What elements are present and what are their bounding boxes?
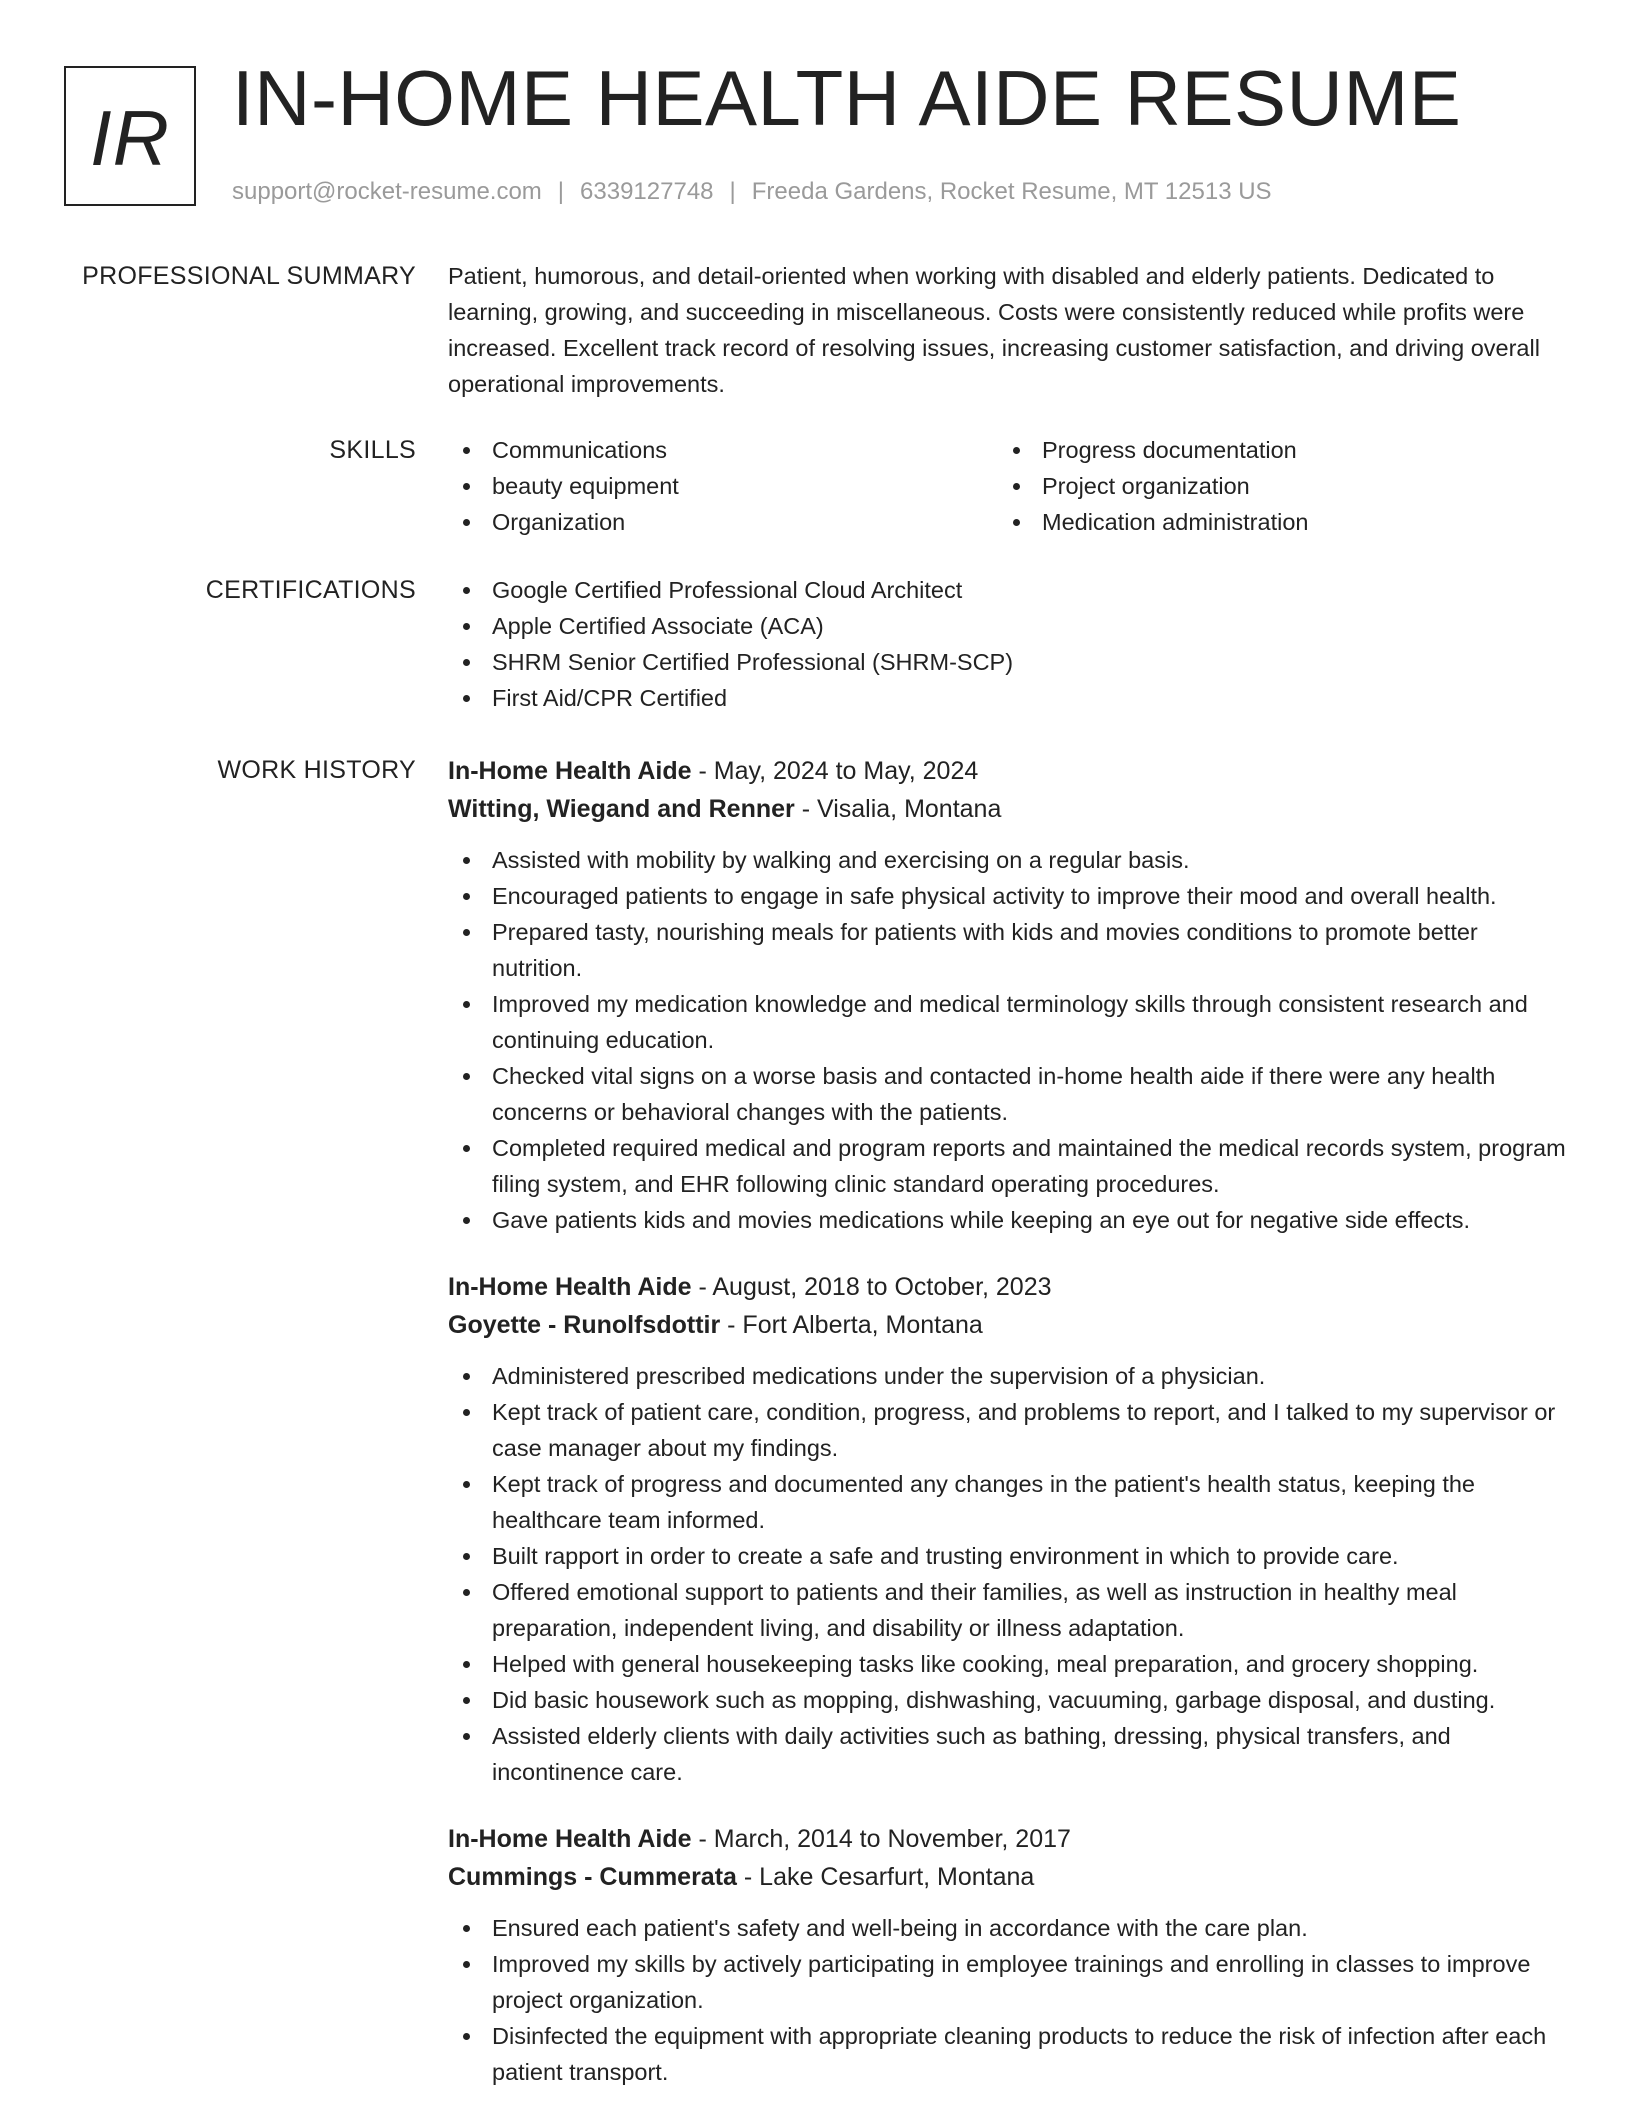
job-duty: Kept track of patient care, condition, progress, and problems to report, and I talked to my supervisor or case manager about my findings. [448, 1394, 1568, 1466]
job-duty: Completed required medical and program reports and maintained the medical records system, program filing system, and EHR following clinic standard operating procedures. [448, 1130, 1568, 1202]
job-duty: Built rapport in order to create a safe and trusting environment in which to provide care. [448, 1538, 1568, 1574]
certification-item: Google Certified Professional Cloud Architect [448, 572, 1568, 608]
contact-phone: 6339127748 [580, 178, 714, 205]
job-duty: Ensured each patient's safety and well-being in accordance with the care plan. [448, 1910, 1568, 1946]
certification-item: SHRM Senior Certified Professional (SHRM-SCP) [448, 644, 1568, 680]
job-duty: Gave patients kids and movies medications while keeping an eye out for negative side effects. [448, 1202, 1568, 1238]
job-duty: Checked vital signs on a worse basis and contacted in-home health aide if there were any health concerns or behavioral changes with the patients. [448, 1058, 1568, 1130]
job-entry [448, 1268, 1568, 1790]
certification-item: First Aid/CPR Certified [448, 680, 1568, 716]
summary-body [448, 258, 1568, 402]
skill-item: Progress documentation [998, 432, 1548, 468]
summary-text: Patient, humorous, and detail-oriented when working with disabled and elderly patients. Dedicated to learning, growing, and succeeding in miscellaneous. Costs were consistently reduced while profits were increased. Excellent track record of resolving issues, increasing customer satisfaction, and driving overall operational improvements. [448, 263, 1540, 397]
certification-item: Apple Certified Associate (ACA) [448, 608, 1568, 644]
job-duties-list [448, 842, 1568, 1238]
job-company: Cummings - Cummerata [448, 1863, 737, 1891]
job-company-line [448, 790, 1568, 828]
job-company-line [448, 1858, 1568, 1896]
skills-grid [448, 432, 1568, 540]
job-entry [448, 1820, 1568, 2090]
job-dates: - August, 2018 to October, 2023 [691, 1273, 1052, 1301]
job-title: In-Home Health Aide [448, 1273, 692, 1301]
job-location: - Visalia, Montana [794, 795, 1002, 823]
contact-email: support@rocket-resume.com [232, 178, 542, 205]
job-duty: Prepared tasty, nourishing meals for patients with kids and movies conditions to promote better nutrition. [448, 914, 1568, 986]
certifications-body [448, 572, 1568, 716]
job-duties-list [448, 1910, 1568, 2090]
skill-item: Organization [448, 504, 998, 540]
skill-item: Project organization [998, 468, 1548, 504]
job-duty: Improved my skills by actively participating in employee trainings and enrolling in classes to improve project organization. [448, 1946, 1568, 2018]
job-duties-list [448, 1358, 1568, 1790]
contact-separator: | [557, 178, 565, 205]
job-dates: - March, 2014 to November, 2017 [691, 1825, 1071, 1853]
job-location: - Fort Alberta, Montana [720, 1311, 983, 1339]
section-label-summary: PROFESSIONAL SUMMARY [82, 262, 416, 290]
certifications-list [448, 572, 1568, 716]
section-label-skills: SKILLS [329, 436, 416, 464]
job-company: Goyette - Runolfsdottir [448, 1311, 721, 1339]
job-duty: Administered prescribed medications under the supervision of a physician. [448, 1358, 1568, 1394]
section-label-work-history: WORK HISTORY [217, 756, 416, 784]
job-dates: - May, 2024 to May, 2024 [691, 757, 979, 785]
job-title: In-Home Health Aide [448, 1825, 692, 1853]
job-company-line [448, 1306, 1568, 1344]
job-duty: Assisted with mobility by walking and exercising on a regular basis. [448, 842, 1568, 878]
job-duty: Disinfected the equipment with appropriate cleaning products to reduce the risk of infection after each patient transport. [448, 2018, 1568, 2090]
skill-item: Medication administration [998, 504, 1548, 540]
job-duty: Kept track of progress and documented any changes in the patient's health status, keeping the healthcare team informed. [448, 1466, 1568, 1538]
contact-address: Freeda Gardens, Rocket Resume, MT 12513 US [751, 178, 1272, 205]
job-duty: Assisted elderly clients with daily activities such as bathing, dressing, physical transfers, and incontinence care. [448, 1718, 1568, 1790]
job-duty: Did basic housework such as mopping, dishwashing, vacuuming, garbage disposal, and dusting. [448, 1682, 1568, 1718]
job-title: In-Home Health Aide [448, 757, 692, 785]
skills-column-left [448, 432, 998, 540]
work-history-body [448, 752, 1568, 2120]
job-title-line [448, 752, 1568, 790]
job-title-line [448, 1268, 1568, 1306]
job-title-line [448, 1820, 1568, 1858]
resume-title: IN-HOME HEALTH AIDE RESUME [232, 54, 1462, 142]
contact-separator: | [729, 178, 736, 205]
job-location: - Lake Cesarfurt, Montana [736, 1863, 1035, 1891]
contact-line [232, 176, 1272, 208]
monogram-initials: IR [90, 94, 170, 182]
job-duty: Offered emotional support to patients and their families, as well as instruction in healthy meal preparation, independent living, and disability or illness adaptation. [448, 1574, 1568, 1646]
job-duty: Improved my medication knowledge and medical terminology skills through consistent research and continuing education. [448, 986, 1568, 1058]
skill-item: Communications [448, 432, 998, 468]
skills-body [448, 432, 1568, 540]
monogram-logo [64, 66, 196, 206]
job-company: Witting, Wiegand and Renner [448, 795, 795, 823]
job-duty: Encouraged patients to engage in safe physical activity to improve their mood and overall health. [448, 878, 1568, 914]
job-entry [448, 752, 1568, 1238]
section-label-certifications: CERTIFICATIONS [205, 576, 416, 604]
skill-item: beauty equipment [448, 468, 998, 504]
job-duty: Helped with general housekeeping tasks like cooking, meal preparation, and grocery shopping. [448, 1646, 1568, 1682]
skills-column-right [998, 432, 1548, 540]
